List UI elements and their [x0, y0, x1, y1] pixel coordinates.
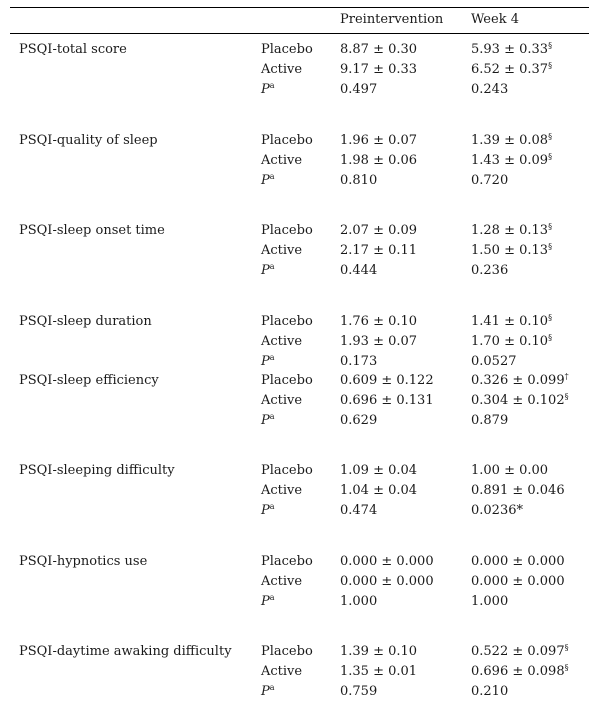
p-value-pre: 1.000 [340, 594, 378, 609]
p-symbol: P [261, 82, 270, 97]
p-value-week4: 0.720 [471, 173, 509, 188]
p-label [261, 684, 275, 700]
value-text: 1.41 ± 0.10 [471, 314, 549, 329]
group-placebo: Placebo [261, 463, 313, 478]
header-preintervention: Preintervention [340, 12, 444, 27]
value-active-pre: 1.04 ± 0.04 [340, 483, 418, 498]
p-symbol: P [261, 503, 270, 518]
p-label [261, 263, 275, 279]
p-value-pre: 0.629 [340, 413, 378, 428]
value-placebo-week4 [471, 133, 552, 149]
significance-mark: § [564, 643, 569, 652]
significance-mark: § [564, 663, 569, 672]
group-active: Active [261, 153, 303, 168]
p-footnote-mark: a [269, 262, 275, 271]
p-label [261, 503, 275, 519]
group-active: Active [261, 334, 303, 349]
value-placebo-pre: 1.76 ± 0.10 [340, 314, 418, 329]
p-label [261, 354, 275, 370]
value-active-week4 [471, 483, 565, 499]
value-placebo-pre: 1.39 ± 0.10 [340, 644, 418, 659]
value-text: 0.696 ± 0.098 [471, 664, 565, 679]
p-footnote-mark: a [269, 81, 275, 90]
value-placebo-pre: 1.96 ± 0.07 [340, 133, 418, 148]
significance-mark: § [564, 392, 569, 401]
p-symbol: P [261, 354, 270, 369]
p-symbol: P [261, 263, 270, 278]
group-active: Active [261, 574, 303, 589]
value-active-pre: 1.98 ± 0.06 [340, 153, 418, 168]
value-text: 0.326 ± 0.099 [471, 373, 565, 388]
value-active-week4 [471, 393, 569, 409]
value-text: 1.28 ± 0.13 [471, 223, 549, 238]
value-active-pre: 1.93 ± 0.07 [340, 334, 418, 349]
row-label: PSQI-sleep duration [19, 314, 152, 329]
p-footnote-mark: a [269, 353, 275, 362]
group-placebo: Placebo [261, 314, 313, 329]
value-placebo-week4 [471, 223, 552, 239]
row-label: PSQI-total score [19, 42, 127, 57]
p-symbol: P [261, 594, 270, 609]
p-value-week4: 0.243 [471, 82, 509, 97]
significance-mark: † [564, 372, 569, 381]
value-active-pre: 0.000 ± 0.000 [340, 574, 434, 589]
group-placebo: Placebo [261, 133, 313, 148]
group-active: Active [261, 483, 303, 498]
header-bottom-rule [10, 33, 589, 34]
value-placebo-pre: 0.609 ± 0.122 [340, 373, 434, 388]
p-footnote-mark: a [269, 593, 275, 602]
value-active-pre: 2.17 ± 0.11 [340, 243, 418, 258]
value-placebo-pre: 8.87 ± 0.30 [340, 42, 418, 57]
row-label: PSQI-sleep efficiency [19, 373, 159, 388]
value-placebo-week4 [471, 373, 569, 389]
value-text: 1.43 ± 0.09 [471, 153, 549, 168]
group-placebo: Placebo [261, 373, 313, 388]
p-footnote-mark: a [269, 412, 275, 421]
p-value-week4: 0.210 [471, 684, 509, 699]
value-text: 1.39 ± 0.08 [471, 133, 549, 148]
value-text: 1.70 ± 0.10 [471, 334, 549, 349]
table-top-rule [10, 7, 589, 8]
value-placebo-week4 [471, 554, 565, 570]
group-active: Active [261, 393, 303, 408]
row-label: PSQI-sleeping difficulty [19, 463, 175, 478]
group-placebo: Placebo [261, 42, 313, 57]
p-value-pre: 0.759 [340, 684, 378, 699]
p-value-pre: 0.444 [340, 263, 378, 278]
value-placebo-pre: 1.09 ± 0.04 [340, 463, 418, 478]
value-text: 0.891 ± 0.046 [471, 483, 565, 498]
value-active-week4 [471, 62, 552, 78]
p-value-week4: 0.0236* [471, 503, 523, 518]
group-active: Active [261, 243, 303, 258]
group-active: Active [261, 664, 303, 679]
value-active-week4 [471, 243, 552, 259]
group-placebo: Placebo [261, 223, 313, 238]
value-placebo-week4 [471, 42, 552, 58]
row-label: PSQI-daytime awaking difficulty [19, 644, 232, 659]
header-week4: Week 4 [471, 12, 519, 27]
group-placebo: Placebo [261, 554, 313, 569]
value-placebo-week4 [471, 314, 552, 330]
p-value-week4: 0.0527 [471, 354, 517, 369]
p-value-pre: 0.474 [340, 503, 378, 518]
value-active-pre: 9.17 ± 0.33 [340, 62, 418, 77]
p-footnote-mark: a [269, 683, 275, 692]
value-active-week4 [471, 334, 552, 350]
group-placebo: Placebo [261, 644, 313, 659]
value-placebo-week4 [471, 644, 569, 660]
value-placebo-week4 [471, 463, 548, 479]
value-text: 0.522 ± 0.097 [471, 644, 565, 659]
p-label [261, 413, 275, 429]
p-label [261, 594, 275, 610]
p-footnote-mark: a [269, 502, 275, 511]
value-text: 0.000 ± 0.000 [471, 554, 565, 569]
p-value-week4: 0.879 [471, 413, 509, 428]
value-active-week4 [471, 664, 569, 680]
significance-mark: § [548, 41, 553, 50]
value-active-week4 [471, 153, 552, 169]
value-text: 1.00 ± 0.00 [471, 463, 549, 478]
value-active-week4 [471, 574, 565, 590]
row-label: PSQI-sleep onset time [19, 223, 165, 238]
p-footnote-mark: a [269, 172, 275, 181]
value-placebo-pre: 2.07 ± 0.09 [340, 223, 418, 238]
value-text: 0.000 ± 0.000 [471, 574, 565, 589]
p-label [261, 82, 275, 98]
p-symbol: P [261, 413, 270, 428]
significance-mark: § [548, 61, 553, 70]
p-value-week4: 1.000 [471, 594, 509, 609]
significance-mark: § [548, 313, 553, 322]
p-value-pre: 0.173 [340, 354, 378, 369]
significance-mark: § [548, 333, 553, 342]
significance-mark: § [548, 222, 553, 231]
p-value-week4: 0.236 [471, 263, 509, 278]
p-value-pre: 0.810 [340, 173, 378, 188]
significance-mark: § [548, 152, 553, 161]
p-label [261, 173, 275, 189]
value-text: 5.93 ± 0.33 [471, 42, 549, 57]
significance-mark: § [548, 132, 553, 141]
group-active: Active [261, 62, 303, 77]
significance-mark: § [548, 242, 553, 251]
row-label: PSQI-quality of sleep [19, 133, 158, 148]
row-label: PSQI-hypnotics use [19, 554, 148, 569]
p-symbol: P [261, 684, 270, 699]
value-active-pre: 1.35 ± 0.01 [340, 664, 418, 679]
value-text: 1.50 ± 0.13 [471, 243, 549, 258]
value-active-pre: 0.696 ± 0.131 [340, 393, 434, 408]
value-text: 6.52 ± 0.37 [471, 62, 549, 77]
p-value-pre: 0.497 [340, 82, 378, 97]
value-text: 0.304 ± 0.102 [471, 393, 565, 408]
value-placebo-pre: 0.000 ± 0.000 [340, 554, 434, 569]
p-symbol: P [261, 173, 270, 188]
